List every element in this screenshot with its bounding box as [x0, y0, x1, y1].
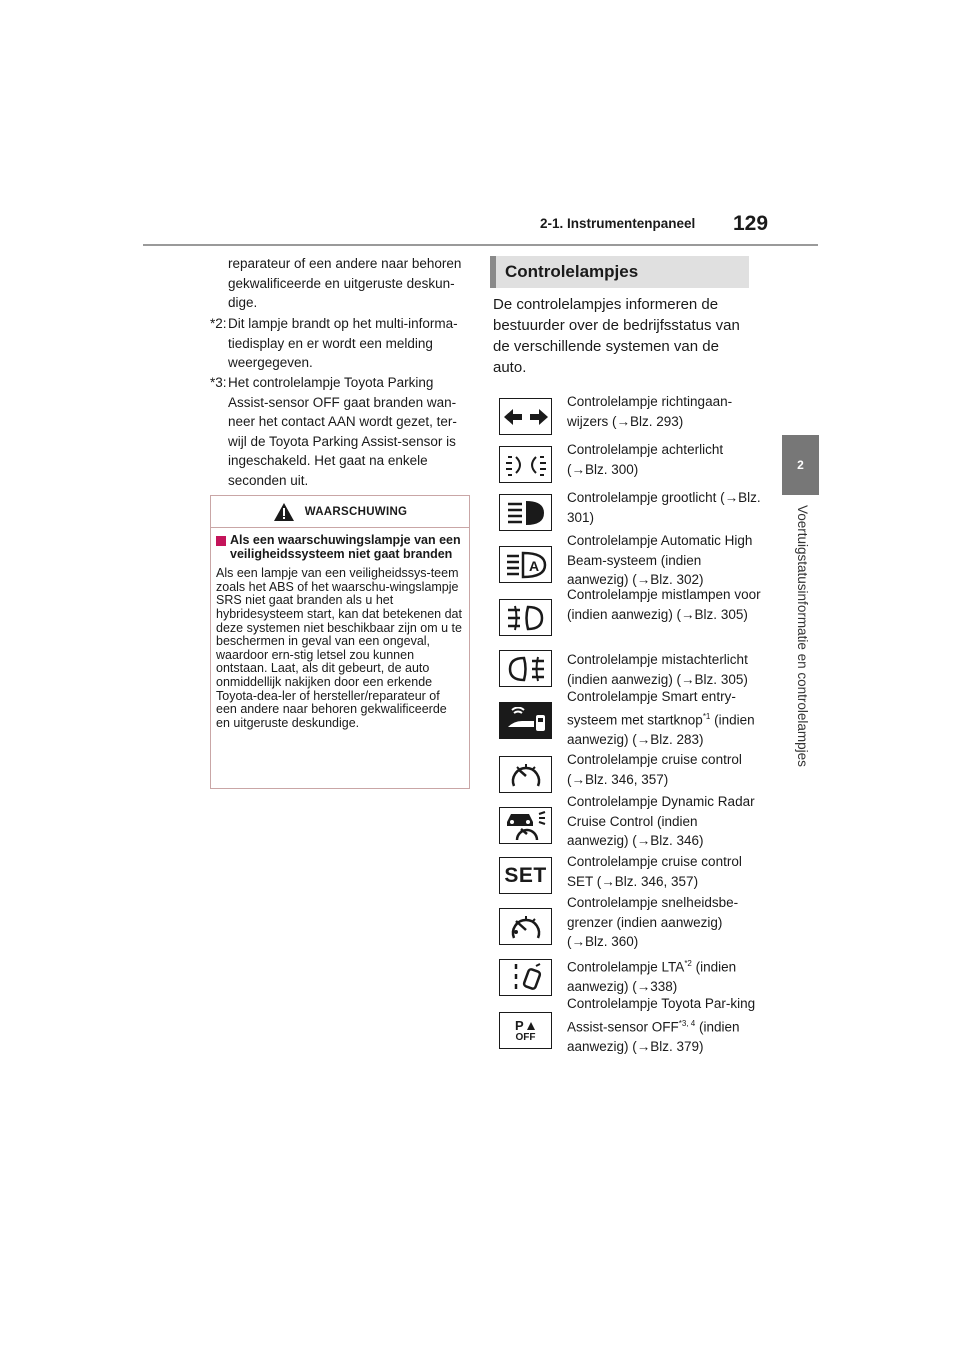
lamp-description	[567, 994, 762, 1056]
front-fog-light-icon	[499, 599, 552, 636]
cruise-control-icon	[499, 756, 552, 793]
lamp-description: Controlelampje mistachterlicht (indien aanwezig) (→Blz. 305)	[567, 652, 748, 687]
chapter-side-label: Voertuigstatusinformatie en controlelampjes	[795, 505, 810, 767]
lamp-description-text: Controlelampje Toyota Par-king Assist-sensor OFF	[567, 996, 756, 1034]
lamp-description-text: (indien aanwezig) (→338)	[567, 959, 737, 994]
lamp-description-text: Controlelampje LTA	[567, 959, 685, 975]
lamp-description: Controlelampje richtingaan-wijzers (→Blz. 293)	[567, 394, 733, 429]
lamp-description-text: Controlelampje Smart entry-systeem met startknop	[567, 689, 736, 727]
parking-sensor-off-icon	[499, 1012, 552, 1049]
footnote-2	[210, 314, 468, 373]
lamp-description	[567, 687, 762, 749]
footnote-continuation: reparateur of een andere naar behoren gekwalificeerde en uitgeruste deskun-dige.	[228, 256, 462, 310]
footnote-ref: *3, 4	[678, 1018, 696, 1028]
footnote-3-mark: *3:	[210, 375, 227, 390]
page-number: 129	[733, 212, 769, 235]
section-accent	[490, 256, 496, 288]
lamp-description: Controlelampje Automatic High Beam-systeem (indien aanwezig) (→Blz. 302)	[567, 533, 753, 587]
radar-cruise-icon	[499, 807, 552, 844]
lamp-description: Controlelampje achterlicht (→Blz. 300)	[567, 442, 724, 477]
warning-subtitle-row	[216, 534, 464, 561]
warning-body: Als een lampje van een veiligheidssys-teem zoals het ABS of het waarschu-wingslampje SRS niet gaat branden als u het hybridesysteem start, kan dat betekenen dat deze systemen niet beschikbaar zijn om u te beschermen in geval van een ongeval, waardoor ern-stig letsel zou kunnen ontstaan. Laat, als dit gebeurt, de auto onmiddellijk nakijken door een erkende Toyota-dea-ler of hersteller/reparateur of een andere naar behoren gekwalificeerde en uitgeruste deskundige.	[216, 566, 462, 730]
svg-text:P: P	[514, 1018, 524, 1032]
warning-header	[211, 496, 469, 528]
high-beam-icon	[499, 494, 552, 531]
lamp-description: Controlelampje cruise control (→Blz. 346, 357)	[567, 752, 742, 787]
warning-subtitle: Als een waarschuwingslampje van een veiligheidssysteem niet gaat branden	[230, 533, 461, 561]
header-divider	[143, 244, 818, 246]
chapter-tab: 2	[782, 435, 819, 495]
tail-light-icon	[499, 446, 552, 483]
footnote-2-text: Dit lampje brandt op het multi-informa-tiedisplay en er wordt een melding weergegeven.	[228, 316, 458, 370]
footnote-ref: *2	[684, 959, 692, 968]
lamp-description	[567, 954, 762, 997]
warning-box	[210, 495, 470, 789]
section-title: Controlelampjes	[505, 262, 639, 281]
footnote-3-text: Het controlelampje Toyota Parking Assist-sensor OFF gaat branden wan-neer het contact AAN wordt gezet, ter-wijl de Toyota Parking Assist-sensor is ingeschakeld. Het gaat na enkele seconden uit.	[228, 375, 457, 488]
lamp-description: Controlelampje Dynamic Radar Cruise Control (indien aanwezig) (→Blz. 346)	[567, 794, 755, 848]
warning-title: WAARSCHUWING	[304, 505, 408, 518]
section-title-bar	[490, 256, 749, 288]
lane-tracing-icon	[499, 959, 552, 996]
lamp-description-text: (indien aanwezig) (→Blz. 379)	[567, 1019, 740, 1054]
turn-signal-arrows-icon	[499, 398, 552, 435]
svg-text:A: A	[528, 557, 539, 574]
lamp-description: Controlelampje mistlampen voor (indien aanwezig) (→Blz. 305)	[567, 587, 761, 622]
smart-key-icon	[499, 702, 552, 739]
set-icon	[499, 857, 552, 894]
section-intro: De controlelampjes informeren de bestuurder over de bedrijfsstatus van de verschillende systemen van de auto.	[493, 296, 740, 376]
lamp-description: Controlelampje snelheidsbe-grenzer (indien aanwezig) (→Blz. 360)	[567, 895, 739, 949]
off-icon-text: OFF	[515, 1032, 536, 1043]
auto-high-beam-icon	[499, 546, 552, 583]
lamp-description-text: (indien aanwezig) (→Blz. 283)	[567, 712, 755, 747]
lamp-description: Controlelampje grootlicht (→Blz. 301)	[567, 490, 761, 525]
set-icon-text: SET	[504, 863, 547, 887]
section-header-title: 2-1. Instrumentenpaneel	[540, 216, 696, 231]
bullet-square-icon	[216, 536, 226, 546]
warning-triangle-icon	[273, 502, 295, 522]
footnote-2-mark: *2:	[210, 316, 227, 331]
footnote-3	[210, 373, 468, 490]
footnote-ref: *1	[702, 711, 711, 721]
rear-fog-light-icon	[499, 650, 552, 687]
speed-limiter-icon	[499, 908, 552, 945]
lamp-description: Controlelampje cruise control SET (→Blz. 346, 357)	[567, 854, 742, 889]
